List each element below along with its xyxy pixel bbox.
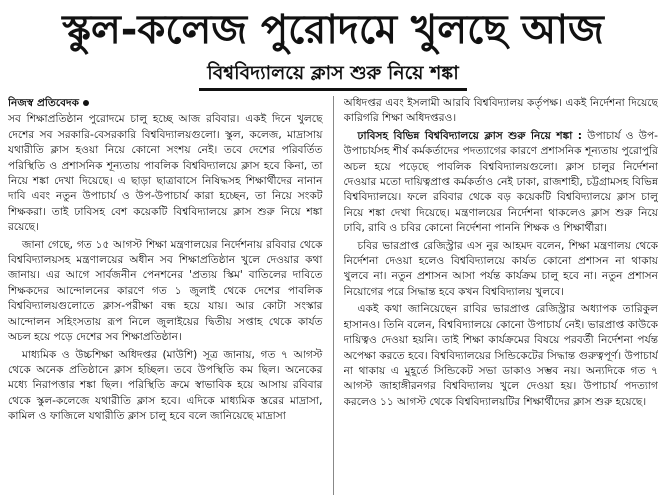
right-paragraph-3: চবির ভারপ্রাপ্ত রেজিস্ট্রার এস নুর আহমদ বলেন, শিক্ষা মন্ত্রণালয় থেকে নির্দেশনা দেওয়া হলেও বিশ্ববিদ্যালয়ে কার্যত কোনো প্রশাসন না থাকায় খুলবে না। নতুন প্রশাসন আসা পর্যন্ত কার্যক্রম চালু হবে না। নতুন প্রশাসন নিয়োগের পরে সিদ্ধান্ত হবে কখন বিশ্ববিদ্যালয় খুলবে। — [343, 239, 658, 298]
right-paragraph-2-body: উপাচার্য ও উপ-উপাচার্যসহ শীর্ষ কর্মকর্তাদের পদত্যাগের কারণে প্রশাসনিক শূন্যতায় পুরোপুরি অচল হয়ে পড়েছে পাবলিক বিশ্ববিদ্যালয়গুলো। ক্লাস চালুর নির্দেশনা দেওয়ার মতো দায়িত্বপ্রাপ্ত কর্মকর্তাও নেই ঢাকা, রাজশাহী, চট্টগ্রামসহ বিভিন্ন বিশ্ববিদ্যালয়ে। ফলে রবিবার থেকে বড় কয়েকটি বিশ্ববিদ্যালয়ে ক্লাস চালু নিয়ে শঙ্কা দেখা দিয়েছে। মন্ত্রণালয়ের নির্দেশনা থাকলেও ক্লাস শুরু নিয়ে ঢাবি, রাবি ও চবির কোনো নির্দেশনা পাননি শিক্ষক ও শিক্ষার্থীরা। — [343, 129, 658, 235]
right-subheading: ঢাবিসহ বিভিন্ন বিশ্ববিদ্যালয়ে ক্লাস শুরু নিয়ে শঙ্কা : — [357, 129, 583, 142]
right-paragraph-2 — [344, 129, 659, 237]
byline-text: নিজস্ব প্রতিবেদক — [8, 97, 79, 109]
article-columns — [8, 96, 658, 495]
subheadline: বিশ্ববিদ্যালয়ে ক্লাস শুরু নিয়ে শঙ্কা — [199, 60, 466, 91]
left-column — [8, 96, 323, 495]
left-paragraph-3: মাধ্যমিক ও উচ্চশিক্ষা অধিদপ্তর (মাউশি) সূত্র জানায়, গত ৭ আগস্ট থেকে অনেক প্রতিষ্ঠানে ক্লাস হচ্ছিল। তবে উপস্থিতি কম ছিল। অনেকের মধ্যে নিরাপত্তার শঙ্কা ছিল। পরিস্থিতি ক্রমে স্বাভাবিক হয়ে আসায় রবিবার থেকে স্কুল-কলেজে যথারীতি ক্লাস হবে। এদিকে মাধ্যমিক স্তরের মাদ্রাসা, কামিল ও ফাজিলে যথারীতি ক্লাস চালু হবে বলে জানিয়েছে মাদ্রাসা — [8, 348, 323, 423]
byline — [8, 96, 323, 111]
column-divider — [333, 96, 334, 495]
left-paragraph-1: সব শিক্ষাপ্রতিষ্ঠান পুরোদমে চালু হচ্ছে আজ রবিবার। একই দিনে খুলছে দেশের সব সরকারি-বেসরকারি বিশ্ববিদ্যালয়গুলো। স্কুল, কলেজ, মাদ্রাসায় যথারীতি ক্লাস হওয়া নিয়ে কোনো সংশয় নেই। তবে দেশের পরিবর্তিত পরিস্থিতি ও প্রশাসনিক শূন্যতায় পাবলিক বিশ্ববিদ্যালয়ে ক্লাস হবে কিনা, তা নিয়ে শঙ্কা দেখা দিয়েছে। এ ছাড়া ছাত্রাবাসে নিষিদ্ধসহ শিক্ষার্থীদের নানান দাবি এবং নতুন উপাচার্য ও উপ-উপাচার্য কারা হচ্ছেন, তা নিয়ে সংকট শিক্ষকরা। তাই ঢাবিসহ বেশ কয়েকটি বিশ্ববিদ্যালয়ে ক্লাস শুরু নিয়ে শঙ্কা রয়েছে। — [8, 113, 323, 234]
headline: স্কুল-কলেজ পুরোদমে খুলছে আজ — [62, 7, 604, 53]
right-paragraph-4: একই কথা জানিয়েছেন রাবির ভারপ্রাপ্ত রেজিস্ট্রার অধ্যাপক তারিকুল হাসানও। তিনি বলেন, বিশ্ববিদ্যালয়ে কোনো উপাচার্য নেই। ভারপ্রাপ্ত কাউকে দায়িত্বও দেওয়া হয়নি। তাই শিক্ষা কার্যক্রমের বিষয়ে পরবর্তী নির্দেশনা পর্যন্ত অপেক্ষা করতে হবে। বিশ্ববিদ্যালয়ের সিন্ডিকেটের সিদ্ধান্ত গুরুত্বপূর্ণ। উপাচার্য না থাকায় এ মুহূর্তে সিন্ডিকেট সভা ডাকাও সম্ভব নয়। অন্যদিকে গত ৭ আগস্ট জাহাঙ্গীরনগর বিশ্ববিদ্যালয় খুলে দেওয়া হয়। উপাচার্য পদত্যাগ করলেও ১১ আগস্ট থেকে বিশ্ববিদ্যালয়টির শিক্ষার্থীদের ক্লাস শুরু হয়েছে। — [343, 303, 658, 408]
left-paragraph-2: জানা গেছে, গত ১৫ আগস্ট শিক্ষা মন্ত্রণালয়ের নির্দেশনায় রবিবার থেকে বিশ্ববিদ্যালয়সহ মন্ত্রণালয়ের অধীন সব শিক্ষাপ্রতিষ্ঠান খুলে দেওয়ার কথা জানায়। এর আগে সার্বজনীন পেনশনের 'প্রত্যয় স্কিম' বাতিলের দাবিতে শিক্ষকদের আন্দোলনের কারণে গত ১ জুলাই থেকে দেশের পাবলিক বিশ্ববিদ্যালয়গুলোতে ক্লাস-পরীক্ষা বন্ধ হয়ে যায়। আর কোটা সংস্কার আন্দোলন সহিংসতায় রূপ নিলে জুলাইয়ের দ্বিতীয় সপ্তাহ থেকে কার্যত অচল হয়ে পড়ে দেশের সব শিক্ষাপ্রতিষ্ঠান। — [8, 238, 323, 344]
right-paragraph-1: অধিদপ্তর এবং ইসলামী আরবি বিশ্ববিদ্যালয় কর্তৃপক্ষ। একই নির্দেশনা দিয়েছে কারিগরি শিক্ষা অধিদপ্তরও। — [343, 97, 658, 125]
right-column — [344, 96, 659, 495]
byline-bullet-icon — [83, 100, 89, 106]
subheadline-row — [8, 60, 658, 90]
